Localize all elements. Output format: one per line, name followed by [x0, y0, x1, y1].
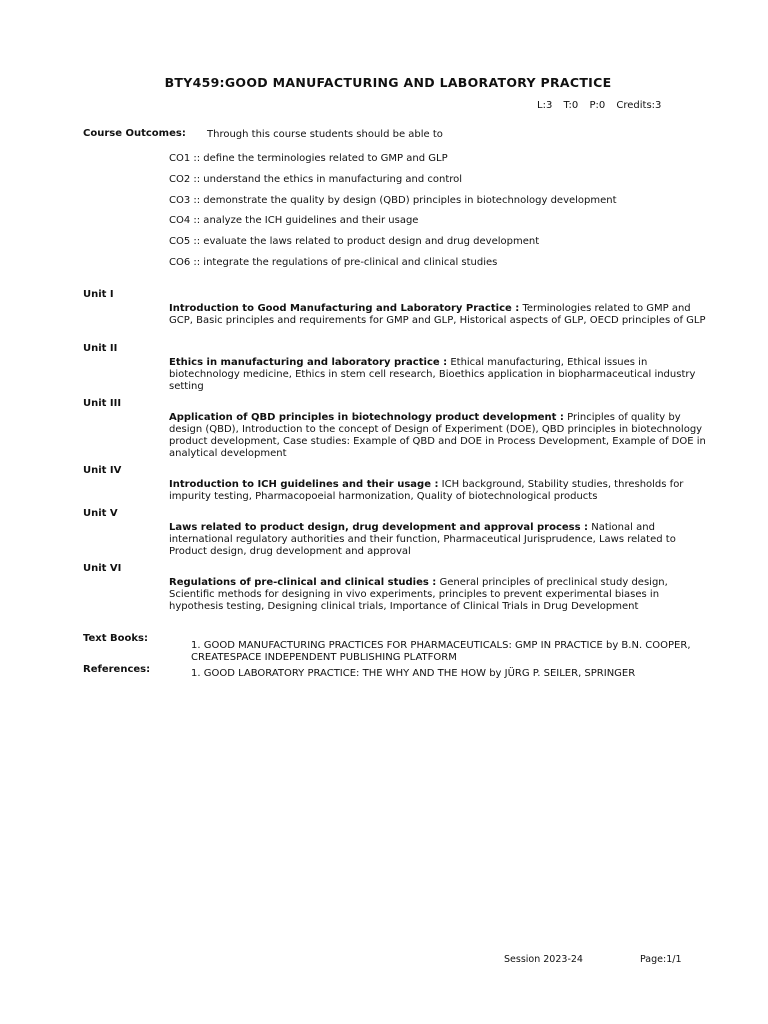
unit-label: Unit V — [83, 508, 118, 519]
unit-heading: Ethics in manufacturing and laboratory practice : — [169, 357, 448, 368]
course-outcome-item: CO4 :: analyze the ICH guidelines and their usage — [169, 215, 419, 227]
unit-label: Unit IV — [83, 465, 122, 476]
course-outcome-item: CO3 :: demonstrate the quality by design (QBD) principles in biotechnology development — [169, 194, 617, 206]
unit-topics: ICH background, Stability studies, thresholds for impurity testing, Pharmacopoeial harmonization, Quality of biotechnological products — [169, 479, 684, 502]
unit-content — [169, 357, 709, 393]
unit-content — [169, 522, 709, 558]
text-books-label: Text Books: — [83, 633, 148, 644]
unit-label: Unit I — [83, 289, 114, 300]
practical-hours: P:0 — [589, 100, 606, 111]
unit-heading: Application of QBD principles in biotechnology product development : — [169, 412, 564, 423]
unit-content — [169, 412, 709, 460]
unit-content — [169, 479, 709, 503]
unit-content — [169, 303, 709, 327]
unit-topics: Principles of quality by design (QBD), Introduction to the concept of Design of Experiment (DOE), QBD principles in biotechnology product development, Case studies: Example of QBD and DOE in Process Development, Example of DOE in analytical development — [169, 412, 706, 459]
page-title: BTY459:GOOD MANUFACTURING AND LABORATORY PRACTICE — [164, 75, 612, 90]
unit-heading: Introduction to ICH guidelines and their usage : — [169, 479, 439, 490]
ltp-credits — [537, 100, 669, 112]
course-outcomes-intro: Through this course students should be able to — [207, 129, 443, 140]
unit-heading: Laws related to product design, drug development and approval process : — [169, 522, 589, 533]
course-outcomes-label: Course Outcomes: — [83, 128, 186, 139]
unit-content — [169, 577, 709, 613]
course-outcome-item: CO6 :: integrate the regulations of pre-clinical and clinical studies — [169, 256, 498, 268]
credits: Credits:3 — [616, 100, 662, 111]
text-book-item: 1. GOOD MANUFACTURING PRACTICES FOR PHARMACEUTICALS: GMP IN PRACTICE by B.N. COOPER, CREATESPACE INDEPENDENT PUBLISHING PLATFORM — [191, 640, 691, 663]
unit-topics: Terminologies related to GMP and GCP, Basic principles and requirements for GMP and GLP, Historical aspects of GLP, OECD principles of GLP — [169, 303, 706, 326]
unit-heading: Regulations of pre-clinical and clinical studies : — [169, 577, 437, 588]
course-outcome-item: CO5 :: evaluate the laws related to product design and drug development — [169, 236, 540, 248]
unit-label: Unit III — [83, 398, 122, 409]
lecture-hours: L:3 — [537, 100, 553, 111]
unit-topics: General principles of preclinical study design, Scientific methods for designing in vivo experiments, principles to prevent experimental biases in hypothesis testing, Designing clinical trials, Importance of Clinical Trials in Drug Development — [169, 577, 668, 612]
unit-topics: National and international regulatory authorities and their function, Pharmaceutical Jurisprudence, Laws related to Product design, drug development and approval — [169, 522, 676, 557]
page-number: Page:1/1 — [640, 954, 682, 965]
references-label: References: — [83, 664, 151, 675]
session-label: Session 2023-24 — [504, 954, 583, 965]
course-outcome-item: CO2 :: understand the ethics in manufacturing and control — [169, 173, 463, 185]
unit-label: Unit VI — [83, 563, 122, 574]
reference-item: 1. GOOD LABORATORY PRACTICE: THE WHY AND THE HOW by JÜRG P. SEILER, SPRINGER — [191, 668, 636, 679]
course-outcomes-list — [169, 153, 729, 278]
tutorial-hours: T:0 — [563, 100, 579, 111]
unit-heading: Introduction to Good Manufacturing and Laboratory Practice : — [169, 303, 520, 314]
unit-topics: Ethical manufacturing, Ethical issues in biotechnology medicine, Ethics in stem cell research, Bioethics application in biopharmaceutical industry setting — [169, 357, 696, 392]
course-outcome-item: CO1 :: define the terminologies related to GMP and GLP — [169, 153, 448, 164]
unit-label: Unit II — [83, 343, 118, 354]
